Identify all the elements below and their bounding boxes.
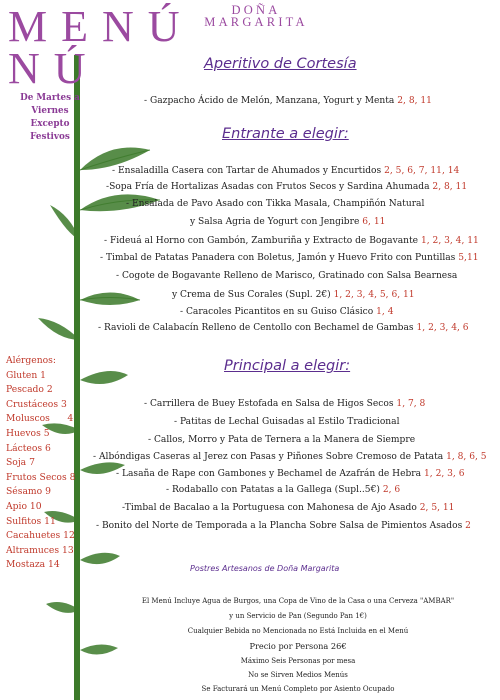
allergen-entry: Mostaza 14	[6, 559, 60, 571]
item-text: -Sopa Fría de Hortalizas Asadas con Frutos Secos y Sardina Ahumada	[106, 182, 430, 192]
menu-item	[126, 198, 424, 210]
item-text: - Ensalada de Pavo Asado con Tikka Masala, Champiñón Natural	[126, 199, 425, 209]
item-allergens: 2, 5, 6, 7, 11, 14	[384, 166, 460, 176]
item-allergens: 5,11	[458, 253, 479, 263]
menu-item	[144, 95, 432, 107]
item-text: - Albóndigas Caseras al Jerez con Pasas y Piñones Sobre Cremoso de Patata	[93, 452, 444, 462]
allergen-legend-title: Alérgenos:	[6, 355, 56, 366]
allergen-entry: Crustáceos 3	[6, 398, 67, 410]
item-text: - Patitas de Lechal Guisadas al Estilo Tradicional	[174, 417, 400, 427]
allergen-entry: Cacahuetes 12	[6, 530, 75, 542]
menu-item	[190, 216, 385, 228]
days-line: Viernes	[31, 106, 69, 116]
allergen-entry: Pescado 2	[6, 384, 53, 396]
item-allergens: 1, 4	[376, 307, 394, 317]
menu-item	[100, 252, 479, 264]
footer-line: Cualquier Bebida no Mencionada no Está Incluida en el Menú	[187, 627, 409, 635]
days-line: Excepto	[30, 119, 70, 129]
allergen-entry: Lácteos 6	[6, 442, 51, 454]
allergen-entry: Sésamo 9	[6, 486, 51, 498]
item-allergens: 2	[465, 521, 471, 531]
restaurant-name-line2: MARGARITA	[204, 15, 308, 29]
item-text: y Salsa Agria de Yogurt con Jengibre	[190, 217, 360, 227]
item-allergens: 1, 8, 6, 5	[446, 452, 487, 462]
menu-item	[166, 484, 400, 496]
item-text: - Gazpacho Ácido de Melón, Manzana, Yogurt y Menta	[144, 96, 395, 106]
allergen-entry: Huevos 5	[6, 427, 50, 439]
days-line: De Martes a	[20, 93, 80, 103]
item-text: - Rodaballo con Patatas a la Gallega (Supl..5€)	[166, 485, 380, 495]
menu-item	[180, 306, 393, 318]
item-allergens: 1, 2, 3, 6	[424, 469, 465, 479]
item-allergens: 2, 6	[382, 485, 401, 495]
menu-item	[106, 181, 467, 193]
menu-title-line1: MENÚ	[8, 2, 194, 51]
item-text: - Ravioli de Calabacín Relleno de Centollo con Bechamel de Gambas	[98, 323, 414, 333]
section-title-entrantes: Entrante a elegir:	[222, 126, 349, 142]
item-text: - Caracoles Picantitos en su Guiso Clásico	[180, 307, 374, 317]
item-text: - Fideuá al Horno con Gambón, Zamburiña y Extracto de Bogavante	[104, 236, 419, 246]
footer-line: El Menú Incluye Agua de Burgos, una Copa de Vino de la Casa o una Cerveza "AMBAR"	[141, 597, 455, 605]
allergen-entry: Apio 10	[6, 500, 42, 512]
menu-item	[93, 451, 487, 463]
availability-days	[12, 92, 88, 144]
price-line: Precio por Persona 26€	[249, 641, 347, 651]
item-text: y Crema de Sus Corales (Supl. 2€)	[172, 290, 331, 300]
item-text: - Callos, Morro y Pata de Ternera a la Manera de Siempre	[148, 435, 416, 445]
menu-item	[104, 235, 479, 247]
item-allergens: 2, 8, 11	[397, 96, 432, 106]
menu-item	[174, 416, 399, 428]
menu-item	[112, 165, 459, 177]
menu-title-line2: NÚ	[8, 44, 100, 93]
item-text: - Lasaña de Rape con Gambones y Bechamel de Azafrán de Hebra	[116, 469, 422, 479]
item-allergens: 6, 11	[362, 217, 386, 227]
menu-item	[172, 289, 415, 301]
item-text: - Cogote de Bogavante Relleno de Marisco, Gratinado con Salsa Bearnesa	[116, 271, 458, 281]
allergen-entry: Gluten 1	[6, 369, 47, 381]
allergen-entry: Sulfitos 11	[6, 515, 56, 527]
footer-line: No se Sirven Medios Menús	[248, 671, 348, 679]
item-allergens: 1, 2, 3, 4, 5, 6, 11	[333, 290, 415, 300]
section-title-principal: Principal a elegir:	[224, 358, 351, 374]
footer-line: y un Servicio de Pan (Segundo Pan 1€)	[229, 612, 367, 620]
item-allergens: 2, 8, 11	[432, 182, 468, 192]
item-allergens: 1, 2, 3, 4, 11	[420, 236, 479, 246]
item-text: - Carrillera de Buey Estofada en Salsa de Higos Secos	[144, 399, 394, 409]
restaurant-name	[196, 4, 316, 28]
footer-line: Máximo Seis Personas por mesa	[240, 657, 356, 665]
allergen-entry: Altramuces 13	[6, 544, 74, 556]
days-line: Festivos	[30, 132, 70, 142]
restaurant-name-line1: DOÑA	[231, 3, 281, 17]
section-title-aperitivo: Aperitivo de Cortesía	[204, 56, 357, 72]
item-text: - Ensaladilla Casera con Tartar de Ahumados y Encurtidos	[112, 166, 382, 176]
allergen-entry: Moluscos 4	[6, 413, 74, 425]
menu-item	[98, 322, 469, 334]
desserts-title: Postres Artesanos de Doña Margarita	[190, 564, 340, 573]
footer-line: Se Facturará un Menú Completo por Asiento Ocupado	[201, 685, 395, 693]
menu-item	[144, 398, 425, 410]
item-allergens: 2, 5, 11	[419, 503, 455, 513]
item-text: -Timbal de Bacalao a la Portuguesa con Mahonesa de Ajo Asado	[122, 503, 417, 513]
item-text: - Timbal de Patatas Panadera con Boletus, Jamón y Huevo Frito con Puntillas	[100, 253, 456, 263]
menu-title	[8, 2, 194, 93]
menu-item	[122, 502, 454, 514]
menu-item	[116, 270, 457, 282]
menu-item	[116, 468, 465, 480]
allergen-legend	[6, 354, 75, 573]
menu-item	[96, 520, 471, 532]
item-allergens: 1, 7, 8	[396, 399, 426, 409]
item-text: - Bonito del Norte de Temporada a la Plancha Sobre Salsa de Pimientos Asados	[96, 521, 463, 531]
item-allergens: 1, 2, 3, 4, 6	[416, 323, 469, 333]
allergen-entry: Frutos Secos 8	[6, 471, 76, 483]
menu-item	[148, 434, 415, 446]
allergen-entry: Soja 7	[6, 457, 35, 469]
